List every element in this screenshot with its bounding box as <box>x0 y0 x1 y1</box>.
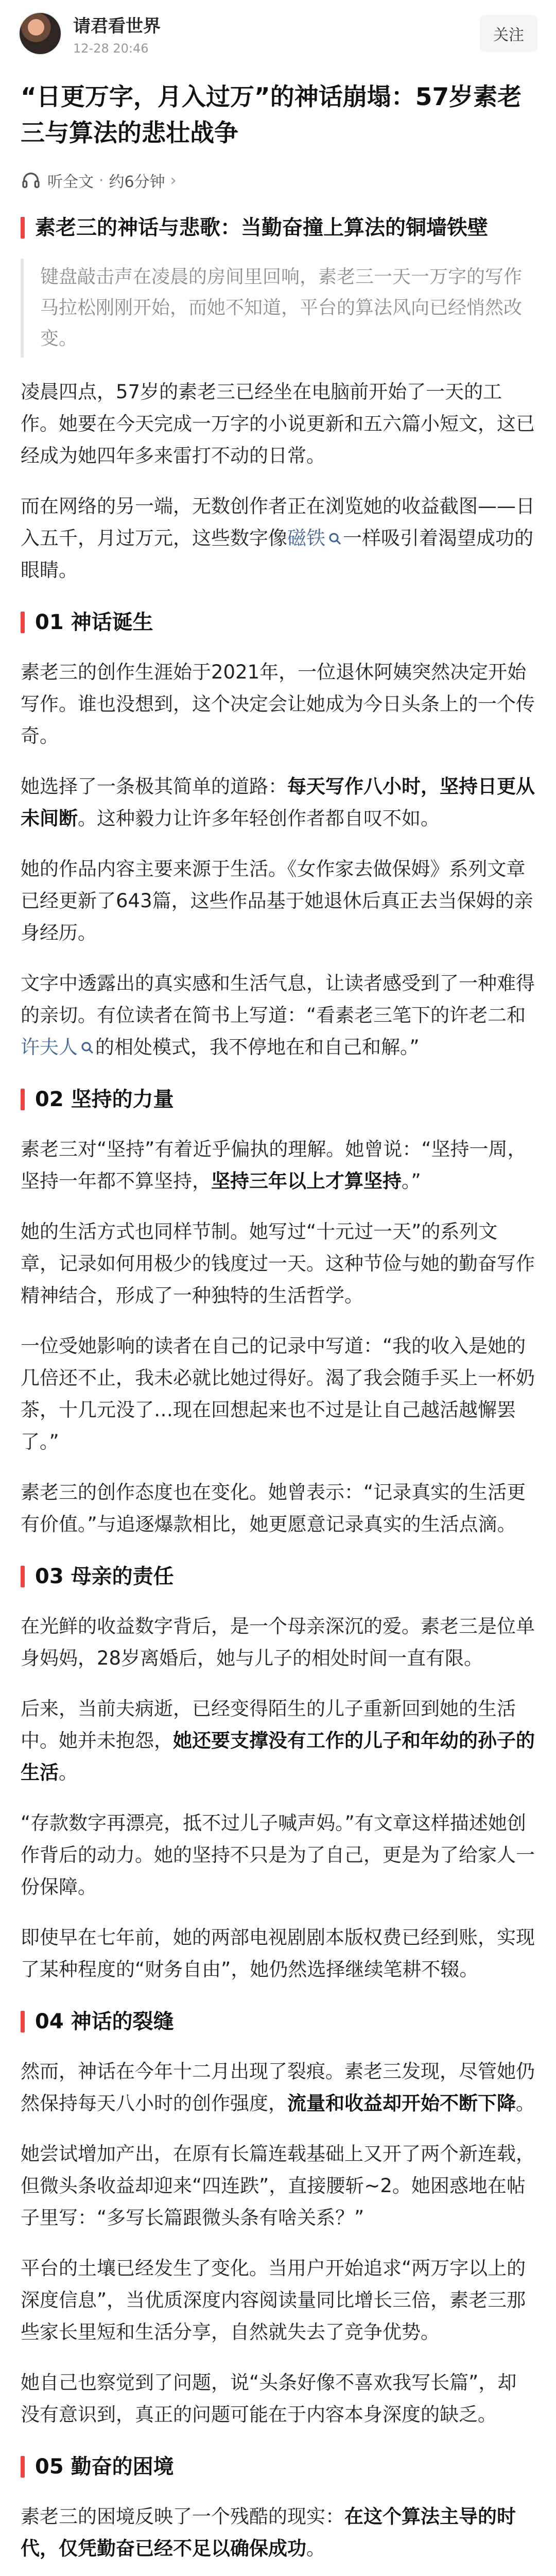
section-heading <box>0 1540 556 1592</box>
paragraph: 素老三的创作生涯始于2021年，一位退休阿姨突然决定开始写作。谁也没想到，这个决定会让她成为今日头条上的一个传奇。 <box>21 661 535 747</box>
bold-text: 坚持三年以上才算坚持 <box>211 1170 402 1192</box>
paragraph: 她自己也察觉到了问题，说“头条好像不喜欢我写长篇”，却没有意识到，真正的问题可能在于内容本身深度的缺乏。 <box>21 2371 517 2426</box>
paragraph <box>0 2565 556 2576</box>
article-title: “日更万字，月入过万”的神话崩塌：57岁素老三与算法的悲壮战争 <box>21 83 522 147</box>
section-heading-text: 04 神话的裂缝 <box>35 2010 174 2033</box>
paragraph: 平台的土壤已经发生了变化。当用户开始追求“两万字以上的深度信息”，当优质深度内容阅读量同比增长三倍，素老三那些家长里短和生活分享，自然就失去了竞争优势。 <box>21 2257 526 2343</box>
bold-text: 每天写作八小时，坚持日更从未间断 <box>21 775 535 829</box>
paragraph: 她的作品内容主要来源于生活。《女作家去做保姆》系列文章已经更新了643篇，这些作品基于她退休后真正去当保姆的亲身经历。 <box>21 858 533 944</box>
search-link[interactable]: 许夫人 <box>21 1036 95 1058</box>
paragraph: 一位受她影响的读者在自己的记录中写道：“我的收入是她的几倍还不止，我未必就比她过得好。渴了我会随手买上一杯奶茶，十几元没了…现在回想起来也不过是让自己越活越懈罢了。” <box>21 1335 535 1453</box>
paragraph: 然而，神话在今年十二月出现了裂痕。素老三发现，尽管她仍然保持每天八小时的创作强度，流量和收益却开始不断下降。 <box>21 2060 535 2114</box>
author-info <box>73 12 480 56</box>
paragraph: 在光鲜的收益数字背后，是一个母亲深沉的爱。素老三是位单身妈妈，28岁离婚后，她与儿子的相处时间一直有限。 <box>21 1615 535 1669</box>
section-heading-text: 素老三的神话与悲歌：当勤奋撞上算法的铜墙铁壁 <box>35 216 488 240</box>
heading-accent-bar <box>21 612 25 633</box>
publish-date: 12-28 20:46 <box>73 41 149 56</box>
headphone-icon <box>21 170 41 191</box>
search-icon <box>327 524 343 540</box>
heading-accent-bar <box>21 1566 25 1587</box>
paragraph: 而在网络的另一端，无数创作者正在浏览她的收益截图——日入五千，月过万元，这些数字像磁铁 一样吸引着渴望成功的眼睛。 <box>21 495 535 581</box>
section-heading <box>0 586 556 638</box>
paragraph: 她尝试增加产出，在原有长篇连载基础上又开了两个新连载，但微头条收益却迎来“四连跌”，直接腰斩~2。她困惑地在帖子里写：“多写长篇跟微头条有啥关系？” <box>21 2143 535 2229</box>
paragraph: 凌晨四点，57岁的素老三已经坐在电脑前开始了一天的工作。她要在今天完成一万字的小说更新和五六篇小短文，这已经成为她四年多来雷打不动的日常。 <box>21 381 535 467</box>
paragraph: 素老三对“坚持”有着近乎偏执的理解。她曾说：“坚持一周，坚持一年都不算坚持，坚持三年以上才算坚持。” <box>21 1138 527 1192</box>
heading-accent-bar <box>21 217 25 239</box>
heading-accent-bar <box>21 1089 25 1110</box>
paragraph: 她选择了一条极其简单的道路：每天写作八小时，坚持日更从未间断。这种毅力让许多年轻创作者都自叹不如。 <box>21 775 535 829</box>
chevron-right-icon: › <box>170 171 177 190</box>
section-heading-text: 05 勤奋的困境 <box>35 2455 174 2479</box>
paragraph: 即使早在七年前，她的两部电视剧剧本版权费已经到账，实现了某种程度的“财务自由”，她仍然选择继续笔耕不辍。 <box>21 1926 535 1980</box>
section-heading <box>0 2431 556 2482</box>
section-heading <box>0 1063 556 1115</box>
paragraph: 文字中透露出的真实感和生活气息，让读者感受到了一种难得的亲切。有位读者在简书上写道：“看素老三笔下的许老二和许夫人 的相处模式，我不停地在和自己和解。” <box>21 972 535 1058</box>
bold-text: 在这个算法主导的时代，仅凭勤奋已经不足以确保成功 <box>21 2505 516 2560</box>
paragraph: 她的生活方式也同样节制。她写过“十元过一天”的系列文章，记录如何用极少的钱度过一天。这种节俭与她的勤奋写作精神结合，形成了一种独特的生活哲学。 <box>21 1221 535 1307</box>
follow-button[interactable]: 关注 <box>480 15 537 52</box>
read-time: 约6分钟 <box>109 173 165 191</box>
listen-bar[interactable] <box>0 151 556 192</box>
meta-separator: · <box>99 171 104 190</box>
paragraph: “存款数字再漂亮，抵不过儿子喊声妈。”有文章这样描述她创作背后的动力。她的坚持不只是为了自己，更是为了给家人一份保障。 <box>21 1812 535 1898</box>
blockquote: 键盘敲击声在凌晨的房间里回响，素老三一天一万字的写作马拉松刚刚开始，而她不知道，平台的算法风向已经悄然改变。 <box>21 259 535 358</box>
paragraph: 素老三的创作态度也在变化。她曾表示：“记录真实的生活更有价值。”与追逐爆款相比，她更愿意记录真实的生活点滴。 <box>21 1481 526 1535</box>
heading-accent-bar <box>21 2456 25 2478</box>
paragraph: 素老三的困境反映了一个残酷的现实：在这个算法主导的时代，仅凭勤奋已经不足以确保成功。 <box>21 2505 516 2560</box>
article-body <box>0 192 556 2576</box>
section-heading-text: 03 母亲的责任 <box>35 1565 174 1588</box>
heading-accent-bar <box>21 2011 25 2032</box>
section-heading-text: 01 神话诞生 <box>35 611 153 634</box>
section-heading <box>0 192 556 243</box>
author-avatar[interactable] <box>19 12 62 55</box>
author-name[interactable]: 请君看世界 <box>73 15 161 37</box>
search-icon <box>80 1033 95 1049</box>
section-heading-text: 02 坚持的力量 <box>35 1088 174 1111</box>
bold-text: 流量和收益却开始不断下降 <box>287 2092 516 2114</box>
paragraph: 后来，当前夫病逝，已经变得陌生的儿子重新回到她的生活中。她并未抱怨，她还要支撑没有工作的儿子和年幼的孙子的生活。 <box>21 1698 535 1784</box>
section-heading <box>0 1986 556 2037</box>
bold-text: 她还要支撑没有工作的儿子和年幼的孙子的生活 <box>21 1730 535 1784</box>
listen-label: 听全文 <box>47 173 94 191</box>
search-link[interactable]: 磁铁 <box>287 527 343 549</box>
author-header <box>0 0 556 67</box>
